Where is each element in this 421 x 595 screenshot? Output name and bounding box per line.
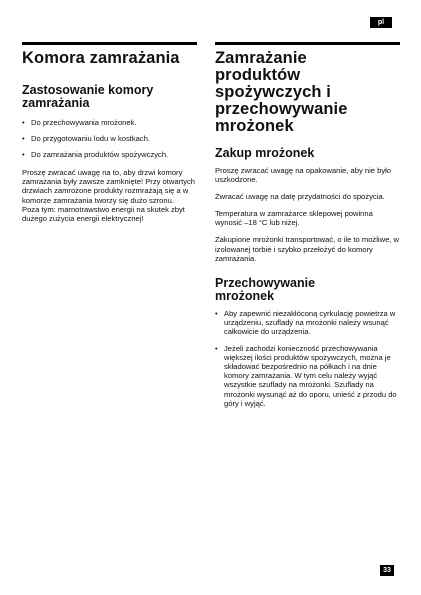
left-paragraph-2: Poza tym: marnotrawstwo energii na skutek zbyt dużego zużycia energii elektrycznej!: [22, 204, 185, 223]
left-title: Komora zamrażania: [22, 49, 180, 67]
purchase-paragraph: Zakupione mrożonki transportować, o ile to możliwe, w izolowanej torbie i szybko przełożyć do komory zamrażania.: [215, 235, 400, 263]
usage-list: [22, 118, 197, 159]
purchase-paragraph: Zwracać uwagę na datę przydatności do spożycia.: [215, 192, 385, 202]
right-title: Zamrażanie produktów spożywczych i przechowywanie mrożonek: [215, 49, 348, 135]
purchase-paragraph: Proszę zwracać uwagę na opakowanie, aby nie było uszkodzone.: [215, 166, 392, 185]
purchase-paragraph: Temperatura w zamrażarce sklepowej powinna wynosić –18 °C lub niżej.: [215, 209, 373, 228]
left-paragraph-1: Proszę zwracać uwagę na to, aby drzwi komory zamrażania były zawsze zamknięte! Przy otwartych drzwiach zamrożone produkty rozmrażają się a w komorze zamrażania tworzy się dużo szronu.: [22, 168, 196, 205]
page-number: 33: [380, 565, 394, 576]
right-column: [215, 50, 400, 408]
list-item: • Do przechowywania mrożonek.: [22, 118, 137, 127]
section-heading-purchase: Zakup mrożonek: [215, 146, 315, 160]
left-column-rule: [22, 42, 197, 45]
right-column-rule: [215, 42, 400, 45]
section-heading-storage: Przechowywanie mrożonek: [215, 275, 316, 303]
list-item: • Do przygotowaniu lodu w kostkach.: [22, 134, 151, 144]
list-item: • Jeżeli zachodzi konieczność przechowywania większej ilości produktów spożywczych, można je składować bezpośrednio na półkach i na dnie komory zamrażania. W tym celu należy wyjąć wszystkie szuflady na mrożonki. Szuflady na mrożonki wysunąć aż do oporu, unieść z przodu do góry i wyjąć.: [215, 344, 397, 408]
list-item: • Do zamrażania produktów spożywczych.: [22, 150, 169, 160]
left-subtitle: Zastosowanie komory zamrażania: [22, 83, 154, 110]
storage-list: [215, 309, 400, 408]
left-column: [22, 50, 197, 223]
list-item: • Aby zapewnić niezakłóconą cyrkulację powietrza w urządzeniu, szuflady na mrożonki należy wsunąć całkowicie do urządzenia.: [215, 308, 396, 336]
language-badge: pl: [370, 17, 392, 28]
